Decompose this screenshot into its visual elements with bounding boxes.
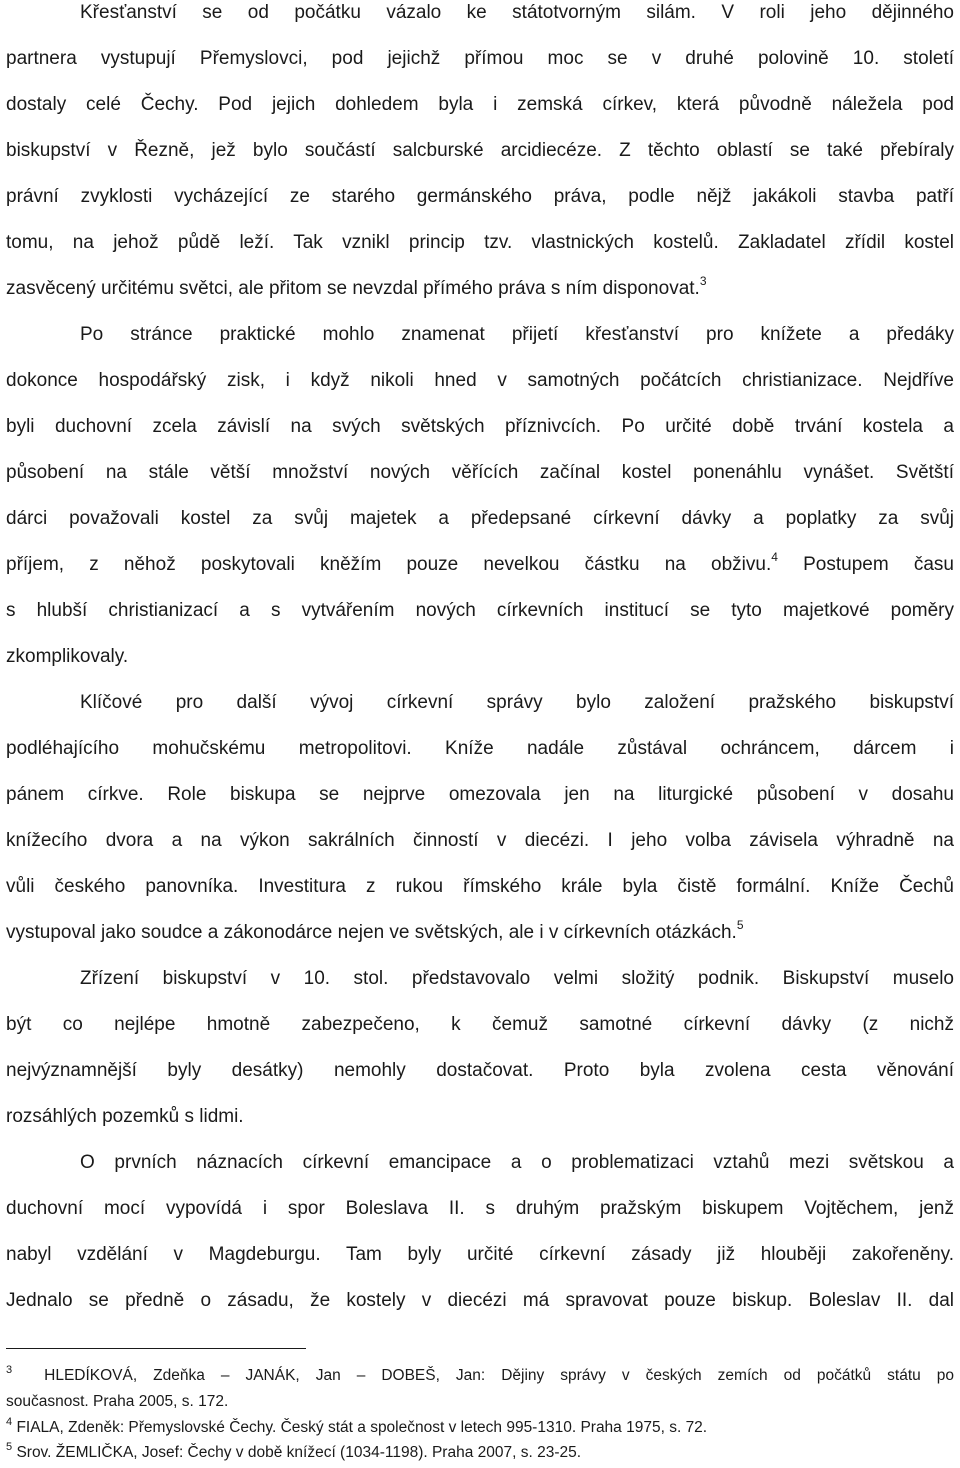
body-line: byli duchovní zcela závislí na svých světských příznivcích. Po určité době trvání kostela a: [6, 416, 954, 437]
footnote-separator: [6, 1348, 306, 1349]
footnote-ref: 3: [699, 274, 707, 288]
body-line: tomu, na jehož půdě leží. Tak vznikl princip tzv. vlastnických kostelů. Zakladatel zřídil kostel: [6, 232, 954, 253]
body-line: s hlubší christianizací a s vytvářením nových církevních institucí se tyto majetkové poměry: [6, 600, 954, 621]
footnote-ref: 4: [771, 550, 778, 564]
body-line: být co nejlépe hmotně zabezpečeno, k čemuž samotné církevní dávky (z nichž: [6, 1014, 954, 1035]
body-line: příjem, z něhož poskytovali kněžím pouze nevelkou částku na obživu.$^4$ Postupem času: [6, 550, 954, 575]
body-line: vystupoval jako soudce a zákonodárce nejen ve světských, ale i v církevních otázkách.$^5$: [6, 918, 744, 943]
body-line: Křesťanství se od počátku vázalo ke státotvorným silám. V roli jeho dějinného: [80, 2, 954, 23]
body-line: duchovní mocí vypovídá i spor Boleslava II. s druhým pražským biskupem Vojtěchem, jenž: [6, 1198, 954, 1219]
body-line: Klíčové pro další vývoj církevní správy bylo založení pražského biskupství: [80, 692, 954, 713]
body-line: působení na stále větší množství nových věřících začínal kostel ponenáhlu vynášet. Světští: [6, 462, 954, 483]
body-line: Zřízení biskupství v 10. stol. představovalo velmi složitý podnik. Biskupství muselo: [80, 968, 954, 989]
body-line: knížecího dvora a na výkon sakrálních činností v diecézi. I jeho volba závisela výhradně na: [6, 830, 954, 851]
body-line: partnera vystupují Přemyslovci, pod jejichž přímou moc se v druhé polovině 10. století: [6, 48, 954, 69]
body-line: nabyl vzdělání v Magdeburgu. Tam byly určité církevní zásady již hlouběji zakořeněny.: [6, 1244, 954, 1265]
body-line: rozsáhlých pozemků s lidmi.: [6, 1106, 244, 1127]
body-line: Po stránce praktické mohlo znamenat přijetí křesťanství pro knížete a předáky: [80, 324, 954, 345]
body-line: dokonce hospodářský zisk, i když nikoli hned v samotných počátcích christianizace. Nejdříve: [6, 370, 954, 391]
footnote-4: $^4$ FIALA, Zdeněk: Přemyslovské Čechy. Český stát a společnost v letech 995-1310. Praha 1975, s. 72.: [6, 1416, 708, 1436]
body-line: právní zvyklosti vycházející ze starého germánského práva, podle nějž jakákoli stavba patří: [6, 186, 954, 207]
body-line: zasvěcený určitému světci, ale přitom se nevzdal přímého práva s ním disponovat.$^3$: [6, 274, 707, 299]
body-line: O prvních náznacích církevní emancipace a o problematizaci vztahů mezi světskou a: [80, 1152, 954, 1173]
body-line: dárci považovali kostel za svůj majetek a předepsané církevní dávky a poplatky za svůj: [6, 508, 954, 529]
body-line: pánem církve. Role biskupa se nejprve omezovala jen na liturgické působení v dosahu: [6, 784, 954, 805]
body-line: biskupství v Řezně, jež bylo součástí salcburské arcidiecéze. Z těchto oblastí se také přebíraly: [6, 140, 954, 161]
footnote-3: $^3$ HLEDÍKOVÁ, Zdeňka – JANÁK, Jan – DOBEŠ, Jan: Dějiny správy v českých zemích od počátků státu po: [6, 1364, 954, 1384]
footnote-5: $^5$ Srov. ŽEMLIČKA, Josef: Čechy v době knížecí (1034-1198). Praha 2007, s. 23-25.: [6, 1441, 582, 1461]
body-line: vůli českého panovníka. Investitura z rukou římského krále byla čistě formální. Kníže Čechů: [6, 876, 954, 897]
body-line: zkomplikovaly.: [6, 646, 129, 667]
body-line: dostaly celé Čechy. Pod jejich dohledem byla i zemská církev, která původně náležela pod: [6, 94, 954, 115]
footnote-3-continued: současnost. Praha 2005, s. 172.: [6, 1393, 229, 1410]
body-line: podléhajícího mohučskému metropolitovi. Kníže nadále zůstával ochráncem, dárcem i: [6, 738, 954, 759]
body-line: nejvýznamnější byly desátky) nemohly dostačovat. Proto byla zvolena cesta věnování: [6, 1060, 954, 1081]
body-line: Jednalo se předně o zásadu, že kostely v diecézi má spravovat pouze biskup. Boleslav II. dal: [6, 1290, 954, 1311]
footnote-ref: 5: [736, 918, 744, 932]
